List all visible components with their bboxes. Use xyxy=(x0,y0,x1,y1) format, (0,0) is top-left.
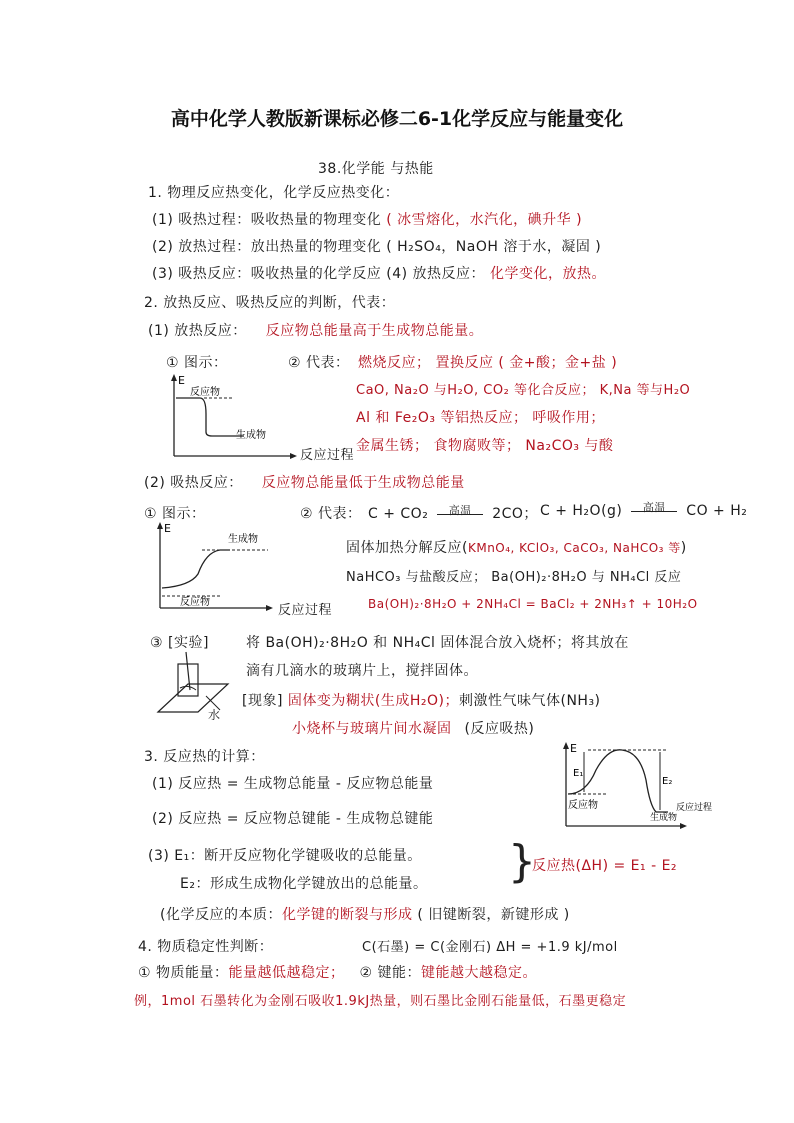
s1-item1-note: ( 冰雪熔化，水汽化，碘升华 ) xyxy=(386,212,583,228)
essence-label: (化学反应的本质： xyxy=(160,907,282,923)
exo-rep-4: 金属生锈； 食物腐败等； Na₂CO₃ 与酸 xyxy=(356,438,614,454)
s1-item2-note: ( H₂SO₄，NaOH 溶于水，凝固 ) xyxy=(386,239,602,255)
point2-label: ② 键能： xyxy=(359,965,421,981)
graphite-equation: C(石墨) = C(金刚石) ΔH = +1.9 kJ/mol xyxy=(362,940,618,955)
exo-definition: 反应物总能量高于生成物总能量。 xyxy=(265,323,484,339)
endo-rep-label: ② 代表： xyxy=(300,506,362,522)
stability-points xyxy=(138,962,537,982)
e2-definition: E₂：形成生成物化学键放出的总能量。 xyxy=(180,876,428,892)
phen-line2-black: (反应吸热) xyxy=(464,721,535,737)
endo-rep-1 xyxy=(346,537,687,557)
exo-rep-1: 燃烧反应； 置换反应 ( 金+酸；金+盐 ) xyxy=(358,355,618,371)
phen-label: [现象] xyxy=(242,693,283,709)
lesson-title: 38.化学能 与热能 xyxy=(318,161,434,177)
endo-title xyxy=(144,472,465,492)
exo-rep-label: ② 代表： xyxy=(288,355,350,371)
example-line xyxy=(134,990,626,1009)
essence-tail: ( 旧键断裂，新键形成 ) xyxy=(417,907,570,923)
endo-axis-e: E xyxy=(164,522,171,535)
water-label: 水 xyxy=(208,708,221,722)
exo-rep-3: Al 和 Fe₂O₃ 等铝热反应； 呼吸作用； xyxy=(356,410,605,426)
point1-text: 能量越低越稳定； xyxy=(228,965,345,981)
energy-e1-label: E₁ xyxy=(573,768,584,779)
document-title: 高中化学人教版新课标必修二6-1化学反应与能量变化 xyxy=(170,108,624,130)
endo-equation-2 xyxy=(540,503,747,519)
endo-eq2-arrow xyxy=(631,501,677,514)
delta-h-expression: = E₁ - E₂ xyxy=(613,858,678,874)
endo-rep-3: Ba(OH)₂·8H₂O + 2NH₄Cl = BaCl₂ + 2NH₃↑ + 10H₂O xyxy=(368,597,698,611)
essence-line xyxy=(160,904,570,924)
exo-rep-2: CaO, Na₂O 与H₂O, CO₂ 等化合反应； K,Na 等与H₂O xyxy=(356,383,691,398)
section-4-heading: 4. 物质稳定性判断： xyxy=(138,939,274,955)
point1-label: ① 物质能量： xyxy=(138,965,229,981)
endo-eq1-arrow xyxy=(437,504,483,517)
endo-label: (2) 吸热反应： xyxy=(144,475,243,491)
exo-process-label: 反应过程 xyxy=(300,448,355,463)
endo-process-label: 反应过程 xyxy=(278,603,333,618)
endo-diagram-label: ① 图示： xyxy=(144,506,206,522)
endo-product-label: 生成物 xyxy=(228,534,258,545)
activation-energy-diagram xyxy=(556,740,716,836)
s1-item2-text: (2) 放热过程：放出热量的物理变化 xyxy=(152,239,382,255)
essence-red: 化学键的断裂与形成 xyxy=(281,907,413,923)
exp-text-1: 将 Ba(OH)₂·8H₂O 和 NH₄Cl 固体混合放入烧杯；将其放在 xyxy=(246,635,629,651)
phen-black-text: 刺激性气味气体(NH₃) xyxy=(458,693,601,709)
s1-item1-text: (1) 吸热过程：吸收热量的物理变化 xyxy=(152,212,382,228)
delta-h-label: 反应热(ΔH) xyxy=(532,858,609,874)
endo-rep1-text: 固体加热分解反应( xyxy=(346,540,468,556)
exp-text-2: 滴有几滴水的玻璃片上，搅拌固体。 xyxy=(246,663,478,679)
section-2-heading: 2. 放热反应、吸热反应的判断，代表： xyxy=(144,295,396,311)
formula-1: (1) 反应热 = 生成物总能量 - 反应物总能量 xyxy=(152,776,434,792)
endo-eq1-right: 2CO； xyxy=(492,506,538,522)
exo-reactant-label: 反应物 xyxy=(190,387,220,398)
endo-eq1-left: C + CO₂ xyxy=(368,506,429,522)
energy-e2-label: E₂ xyxy=(662,776,673,787)
phenomenon-line-2 xyxy=(292,718,534,738)
phenomenon-line-1 xyxy=(242,690,601,710)
example-label: 例， xyxy=(134,994,162,1009)
endo-eq1-condition: 高温 xyxy=(448,504,472,517)
energy-product-label: 生成物 xyxy=(650,813,678,823)
bracket: } xyxy=(508,836,536,887)
phen-line2-red: 小烧杯与玻璃片间水凝固 xyxy=(292,721,452,737)
exo-title xyxy=(148,320,483,340)
formula-2: (2) 反应热 = 反应物总键能 - 生成物总键能 xyxy=(152,811,434,827)
e1-definition: (3) E₁：断开反应物化学键吸收的总能量。 xyxy=(148,848,422,864)
s1-item1 xyxy=(152,209,582,229)
energy-process-label: 反应过程 xyxy=(676,803,713,813)
endo-eq2-left: C + H₂O(g) xyxy=(540,503,623,519)
endo-equation-1 xyxy=(368,503,538,523)
endo-eq2-condition: 高温 xyxy=(642,501,666,514)
phen-red-text: 固体变为糊状(生成H₂O)； xyxy=(287,693,459,709)
exo-axis-e: E xyxy=(178,374,185,387)
s1-item2 xyxy=(152,236,601,256)
section-3-heading: 3. 反应热的计算： xyxy=(144,749,265,765)
exo-label: (1) 放热反应： xyxy=(148,323,247,339)
energy-reactant-label: 反应物 xyxy=(568,800,598,811)
s1-item3 xyxy=(152,263,606,283)
delta-h-formula xyxy=(532,855,677,875)
exp-label: ③ [实验] xyxy=(150,635,209,651)
endo-eq2-right: CO + H₂ xyxy=(686,503,748,519)
exo-diagram-label: ① 图示： xyxy=(166,355,228,371)
s1-item3-note: 化学变化，放热。 xyxy=(489,266,606,282)
s1-item3-text: (3) 吸热反应：吸收热量的化学反应 (4) 放热反应： xyxy=(152,266,486,282)
example-text: 1mol 石墨转化为金刚石吸收1.9kJ热量，则石墨比金刚石能量低，石墨更稳定 xyxy=(161,994,627,1009)
endo-definition: 反应物总能量低于生成物总能量 xyxy=(261,475,465,491)
endo-rep1-close: ) xyxy=(680,540,687,556)
endo-rep1-list: KMnO₄, KClO₃, CaCO₃, NaHCO₃ 等 xyxy=(467,541,681,555)
endo-rep-2: NaHCO₃ 与盐酸反应； Ba(OH)₂·8H₂O 与 NH₄Cl 反应 xyxy=(346,570,682,585)
point2-text: 键能越大越稳定。 xyxy=(420,965,537,981)
section-1-heading: 1. 物理反应热变化，化学反应热变化： xyxy=(148,185,400,201)
exo-product-label: 生成物 xyxy=(236,430,266,441)
energy-axis-e: E xyxy=(570,742,577,755)
endo-reactant-label: 反应物 xyxy=(180,597,210,608)
beaker-on-glass-sketch xyxy=(150,650,240,726)
